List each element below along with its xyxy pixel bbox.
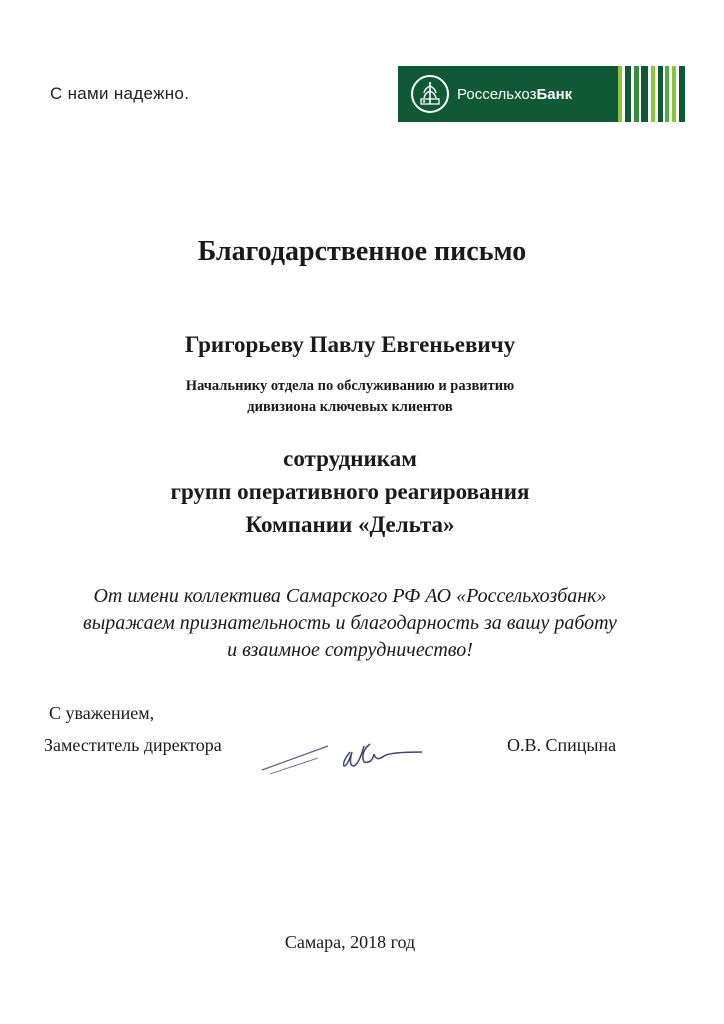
addressee-line: Компании «Дельта»	[245, 512, 455, 537]
logo-stripes	[618, 66, 685, 122]
logo-text: РоссельхозБанк	[457, 85, 573, 103]
recipient-position-line: дивизиона ключевых клиентов	[247, 399, 453, 415]
addressee-line: сотрудникам	[283, 446, 417, 471]
signer-name: О.В. Спицына	[507, 735, 617, 755]
handwritten-signature	[258, 722, 428, 778]
letter-title: Благодарственное письмо	[197, 236, 527, 267]
regards: С уважением,	[49, 703, 155, 723]
addressee-line: групп оперативного реагирования	[170, 479, 530, 504]
slogan: С нами надежно.	[50, 84, 190, 103]
logo-plate	[398, 66, 618, 122]
city-and-year: Самара, 2018 год	[284, 932, 416, 952]
gratitude-message	[0, 583, 700, 664]
recipient-position	[0, 376, 700, 418]
recipient-position-line: Начальнику отдела по обслуживанию и развитию	[185, 378, 515, 394]
addressee	[0, 442, 700, 541]
message-line: выражаем признательность и благодарность за вашу работу	[83, 612, 617, 634]
signer-position: Заместитель директора	[44, 735, 222, 755]
bank-logo	[398, 66, 685, 122]
message-line: От имени коллектива Самарского РФ АО «Россельхозбанк»	[93, 585, 607, 607]
wheat-key-emblem-icon	[410, 74, 450, 114]
message-line: и взаимное сотрудничество!	[227, 639, 473, 661]
recipient-name: Григорьеву Павлу Евгеньевичу	[184, 332, 516, 357]
